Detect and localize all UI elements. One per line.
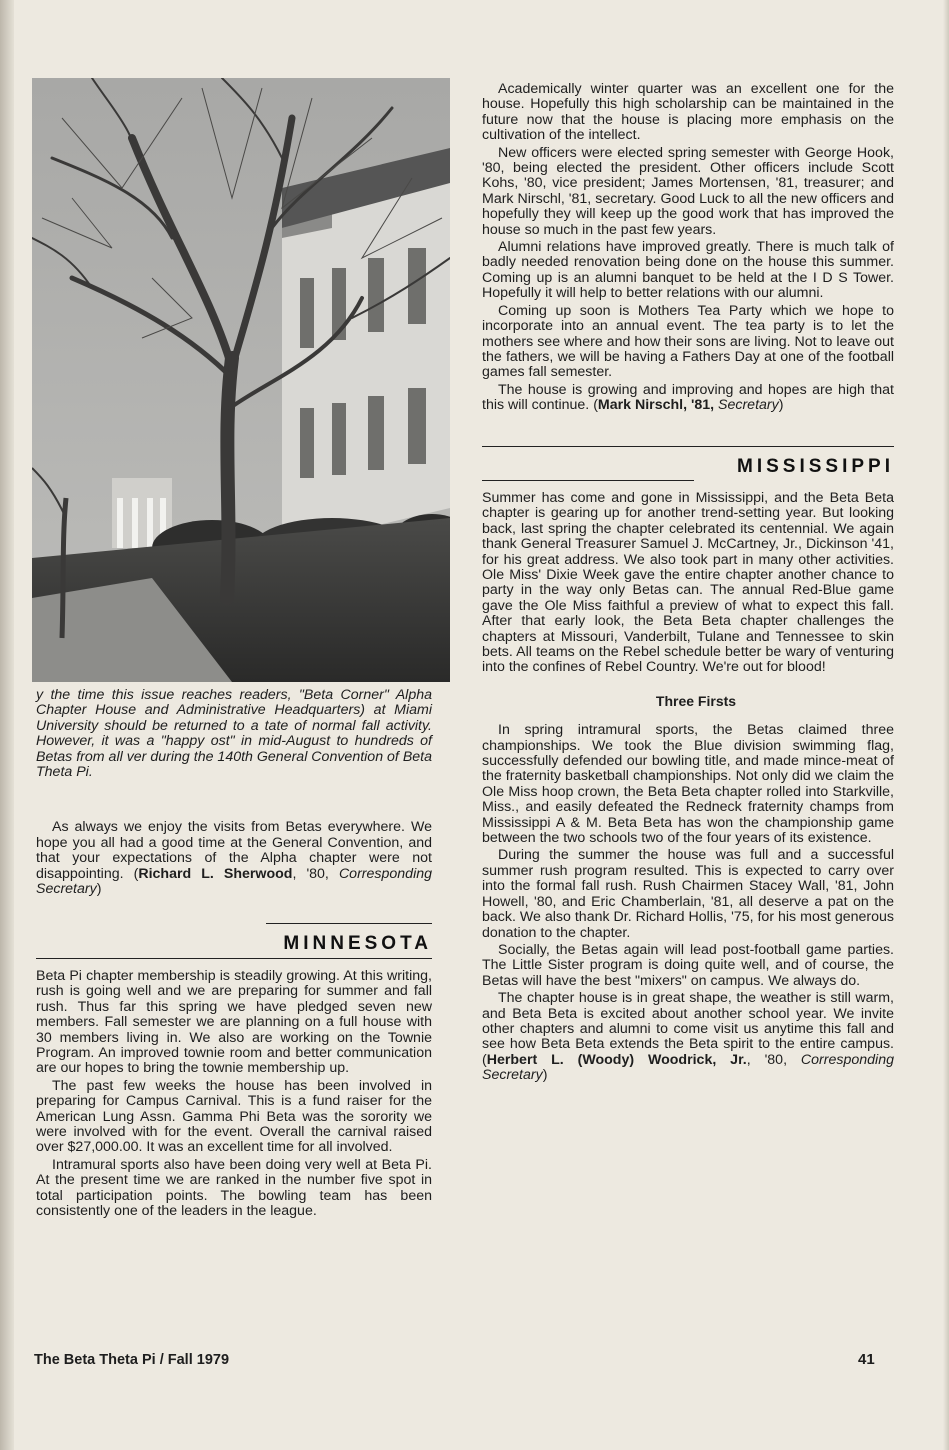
minnesota-paragraph-2: The past few weeks the house has been involved in preparing for Campus Carnival. This is a fund raiser for the American Lung Assn. Gamma Phi Beta was the sorority we were involved with for the event. Overall the carnival raised over $27,000.00. It was an excellent time for all involved. bbox=[36, 1077, 432, 1156]
mississippi-heading: MISSISSIPPI bbox=[737, 455, 894, 477]
alpha-closing-text: As always we enjoy the visits from Betas everywhere. We hope you all had a good time at the General Convention, and that your expectations of the Alpha chapter were not disappointing. bbox=[36, 819, 432, 882]
signature-year: , '80, bbox=[746, 1051, 801, 1068]
right-column bbox=[482, 82, 894, 1086]
sig-paren-close: ) bbox=[542, 1067, 548, 1084]
sig-paren-open: ( bbox=[589, 397, 598, 414]
photo-illustration bbox=[32, 78, 450, 682]
signature-title: Corresponding Secretary bbox=[36, 865, 433, 898]
mississippi-paragraph-5 bbox=[482, 991, 894, 1083]
mississippi-paragraph-3: During the summer the house was full and a successful summer rush program resulted. This is expected to carry over into the formal fall rush. Rush Chairmen Stacey Wall, '81, John Howell, '80, and Eric Chamberlain, '81, all deserve a pat on the back. We also thank Dr. Richard Hollis, '75, for his most generous donation to the chapter. bbox=[482, 847, 894, 941]
minnesota-cont-paragraph-5 bbox=[482, 383, 894, 414]
page-number: 41 bbox=[858, 1351, 875, 1368]
minnesota-top-rule bbox=[266, 923, 432, 924]
photo-caption: y the time this issue reaches readers, "Beta Corner" Alpha Chapter House and Administrative Headquarters) at Miami University should be returned to a tate of normal fall activity. However, it was a "happy ost" in mid-August to hundreds of Betas from all ver during the 140th General Convention of Beta Theta Pi. bbox=[36, 687, 432, 781]
minnesota-paragraph-3: Intramural sports also have been doing very well at Beta Pi. At the present time we are ranked in the number five spot in total participation points. The bowling team has been consistently one of the leaders in the league. bbox=[36, 1156, 432, 1219]
mississippi-paragraph-1: Summer has come and gone in Mississippi, and the Beta Beta chapter is gearing up for another trend-setting year. But looking back, last spring the chapter celebrated its centennial. We again thank General Treasurer Samuel J. McCartney, Jr., Dickinson '41, for his great address. We also took part in many other activities. Ole Miss' Dixie Week gave the entire chapter another chance to party in the way only Betas can. The annual Red-Blue game gave the Ole Miss faithful a preview of what to expect this fall. After that early look, the Beta Beta chapter challenges the chapters at Missouri, Vanderbilt, Tulane and Tennessee to skin bets. All teams on the Rebel schedule better be wary of venturing into the confines of Rebel Country. We're out for blood! bbox=[482, 489, 894, 676]
signature-title: Secretary bbox=[714, 397, 779, 414]
signature-name: Herbert L. (Woody) Woodrick, Jr. bbox=[486, 1051, 747, 1068]
signature-year: , '80, bbox=[292, 865, 339, 882]
sig-paren-close: ) bbox=[96, 881, 102, 898]
minnesota-cont-paragraph-3: Alumni relations have improved greatly. There is much talk of badly needed renovation being done on the house this summer. Coming up is an alumni banquet to be held at the I D S Tower. Hopefully it will help to better relations with our alumni. bbox=[482, 239, 894, 302]
minnesota-cont-paragraph-1: Academically winter quarter was an excellent one for the house. Hopefully this high scholarship can be maintained in the future now that the house is placing more emphasis on the cultivation of the intellect. bbox=[482, 81, 894, 144]
mississippi-closing-text: The chapter house is in great shape, the weather is still warm, and Beta Beta is excited about another school year. We invite other chapters and alumni to come visit us anytime this fall and see how Beta Beta extends the Beta spirit to the entire campus. bbox=[482, 990, 894, 1053]
minnesota-paragraph-1: Beta Pi chapter membership is steadily growing. At this writing, rush is going well and we are preparing for summer and fall rush. Thus far this spring we have pledged seven new members. Fall semester we are planning on a full house with 30 members living in. We also are working on the Townie Program. An improved townie room and better communication are our hopes to bring the townie membership up. bbox=[36, 967, 432, 1077]
journal-footer: The Beta Theta Pi / Fall 1979 bbox=[34, 1352, 230, 1368]
sig-paren-open: ( bbox=[123, 865, 139, 882]
signature-name: Mark Nirschl, '81, bbox=[597, 397, 715, 414]
minnesota-cont-paragraph-4: Coming up soon is Mothers Tea Party which we hope to incorporate into an annual event. The tea party is to let the mothers see where and how their sons are living. Not to leave out the fathers, we will be having a Fathers Day at one of the football games fall semester. bbox=[482, 302, 894, 381]
three-firsts-subheading: Three Firsts bbox=[655, 692, 737, 709]
sig-paren-close: ) bbox=[778, 397, 784, 414]
left-column bbox=[36, 688, 432, 1221]
mississippi-paragraph-4: Socially, the Betas again will lead post-football game parties. The Little Sister program is doing quite well, and of course, the Betas will have the best "mixers" on campus. We always do. bbox=[482, 941, 894, 989]
sig-paren-open: ( bbox=[482, 1051, 487, 1068]
chapter-house-photo bbox=[32, 78, 450, 682]
minnesota-cont-paragraph-2: New officers were elected spring semester with George Hook, '80, being elected the president. Other officers include Scott Kohs, '80, vice president; James Mortensen, '81, treasurer; and Mark Nirschl, '81, secretary. Good Luck to all the new officers and hopefully they will keep up the good work that has improved the house so much in the past few years. bbox=[482, 144, 894, 238]
signature-name: Richard L. Sherwood bbox=[138, 865, 293, 882]
alpha-chapter-closing-paragraph bbox=[36, 820, 432, 897]
signature-title: Corresponding Secretary bbox=[482, 1051, 894, 1084]
mississippi-top-rule bbox=[482, 446, 894, 447]
page-right-edge bbox=[943, 0, 949, 1450]
minnesota-heading: MINNESOTA bbox=[283, 933, 432, 955]
page-binding-edge bbox=[0, 0, 14, 1450]
minnesota-closing-text: The house is growing and improving and hopes are high that this will continue. bbox=[482, 381, 894, 414]
mississippi-paragraph-2: In spring intramural sports, the Betas claimed three championships. We took the Blue division swimming flag, successfully defended our bowling title, and made mince-meat of the fraternity basketball championships. Not only did we claim the Ole Miss hoop crown, the Beta Beta chapter rolled into Starkville, Miss., and easily defeated the Redneck fraternity champs from Mississippi A & M. Beta Beta has won the championship game between the two schools two of the four years of its existence. bbox=[482, 722, 894, 847]
